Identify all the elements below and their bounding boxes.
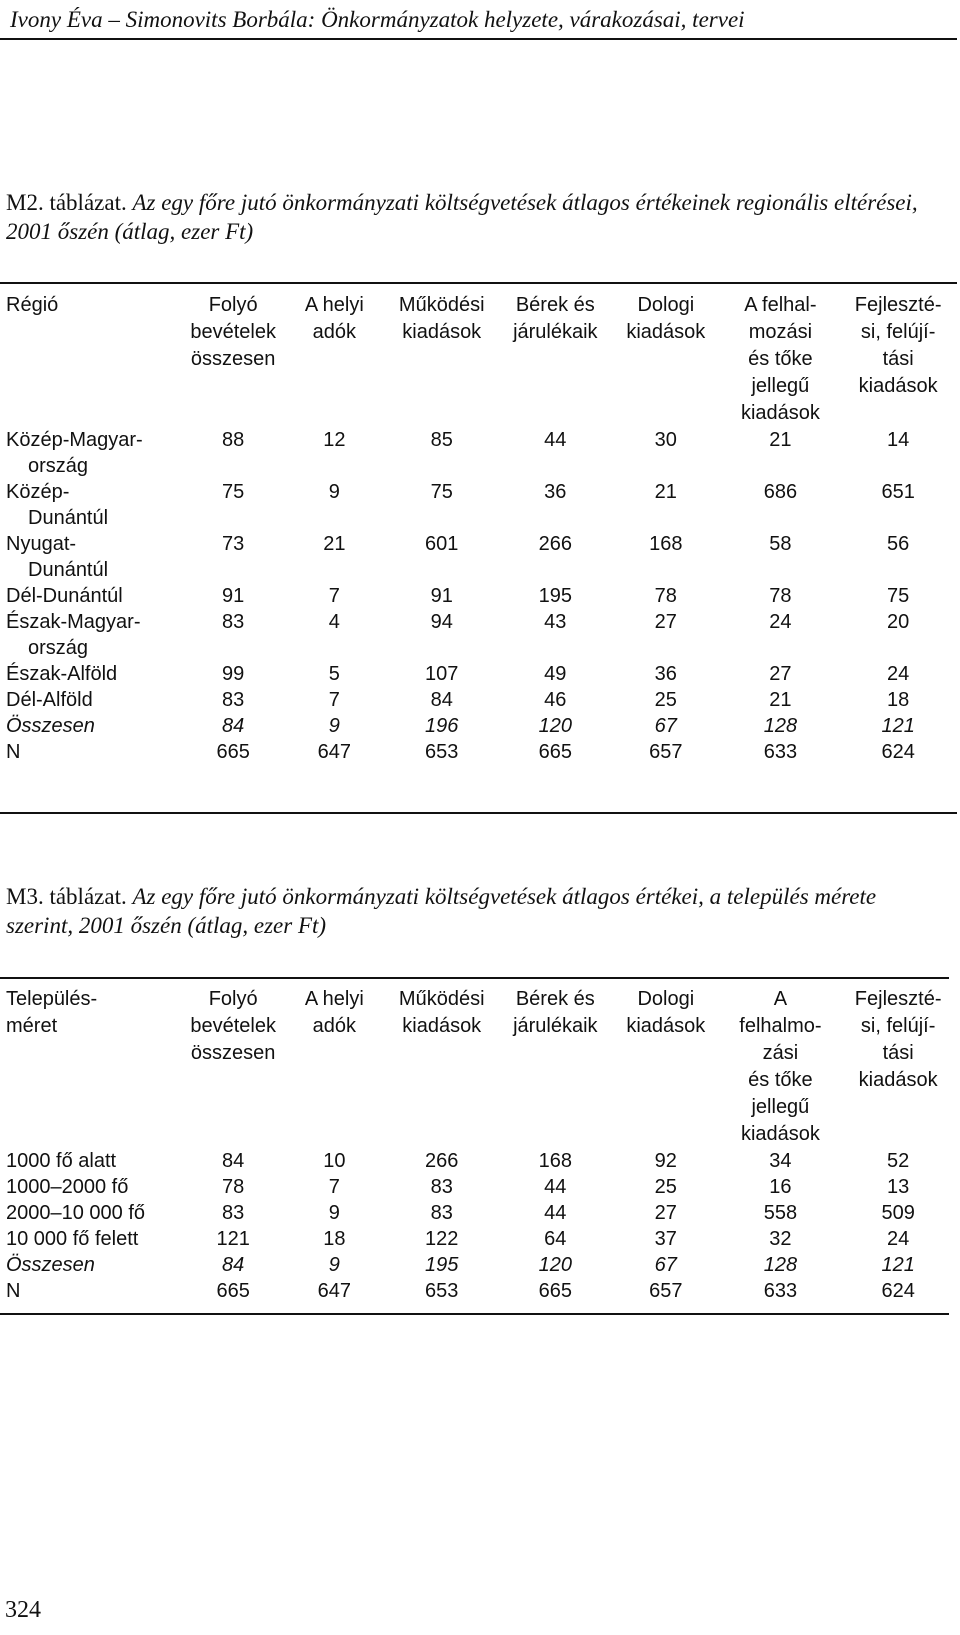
table2-row: [6, 1200, 956, 1226]
table1-cell-value: 85: [430, 429, 453, 451]
table2-cell-value: 34: [769, 1150, 792, 1172]
table2-cell-value: 665: [538, 1280, 572, 1302]
table1-row-label-text: N: [6, 741, 21, 763]
table1-cell-value: 43: [544, 611, 567, 633]
table1-cell-value: 657: [649, 741, 683, 763]
table1-cell-value: 24: [769, 611, 792, 633]
table2-cell-value: 83: [430, 1202, 453, 1224]
table1-row: [6, 713, 956, 739]
table2-cell-value: 27: [654, 1202, 677, 1224]
table2-cell-value: 84: [222, 1254, 245, 1276]
table2-cell-value: 647: [317, 1280, 352, 1302]
table1-cell-value: 27: [769, 663, 792, 685]
table1-col-header: Dologi kiadások: [626, 294, 706, 343]
table1-cell-value: 91: [222, 585, 245, 607]
table2-cell-value: 64: [544, 1228, 567, 1250]
table1-cell-value: 647: [317, 741, 352, 763]
table2-row-label-text: 1000 fő alatt: [6, 1150, 117, 1172]
table2-top-rule: [0, 977, 949, 979]
table1-cell-value: 36: [544, 481, 567, 503]
table1-cell-value: 94: [430, 611, 453, 633]
table1-cell-value: 91: [430, 585, 453, 607]
table2-cell-value: 122: [425, 1228, 459, 1250]
table2-cell-value: 37: [654, 1228, 677, 1250]
table1-cell-value: 36: [654, 663, 677, 685]
table2-bottom-rule: [0, 1313, 949, 1315]
table2-row-label-text: 10 000 fő felett: [6, 1228, 139, 1250]
table1-cell-value: 27: [654, 611, 677, 633]
table2-row-label: [6, 1200, 182, 1226]
table2-cell-value: 266: [425, 1150, 459, 1172]
table2-caption-title: Az egy főre jutó önkormányzati költségvetések átlagos értékei, a település mérete szerint, 2001 őszén (átlag, ezer Ft): [6, 884, 877, 938]
header-divider: [0, 38, 957, 40]
table1-row: [6, 427, 956, 479]
table1-cell-value: 49: [544, 663, 567, 685]
table1-cell-value: 4: [328, 611, 340, 633]
table1-cell-value: 44: [544, 429, 567, 451]
table2-cell-value: 558: [763, 1202, 798, 1224]
table1-cell-value: 99: [222, 663, 245, 685]
table2-row-label-text: 2000–10 000 fő: [6, 1202, 146, 1224]
table2-row: [6, 1252, 956, 1278]
table1-row-label: [6, 739, 182, 765]
table2-cell-value: 509: [881, 1202, 915, 1224]
table1-cell-value: 7: [328, 689, 340, 711]
table2-cell-value: 121: [881, 1254, 915, 1276]
table1-row-label-text: Nyugat-: [6, 533, 77, 555]
table1-row: [6, 687, 956, 713]
table1-cell-value: 58: [769, 533, 792, 555]
table2-caption-label: M3. táblázat.: [6, 884, 127, 909]
table1-cell-value: 75: [430, 481, 453, 503]
table2-cell-value: 78: [222, 1176, 245, 1198]
table1-row-label-text: Dél-Alföld: [6, 689, 93, 711]
table2-cell-value: 195: [425, 1254, 459, 1276]
table2-row-label: [6, 1252, 182, 1278]
table1-cell-value: 25: [654, 689, 677, 711]
table1-cell-value: 624: [881, 741, 915, 763]
table2-cell-value: 10: [323, 1150, 346, 1172]
page-number: 324: [5, 1597, 41, 1623]
table1-cell-value: 21: [654, 481, 677, 503]
table1-cell-value: 46: [544, 689, 567, 711]
table1-cell-value: 14: [887, 429, 910, 451]
table1-row-label: [6, 479, 182, 531]
table1-col-header: Régió: [6, 294, 59, 316]
table2-col-header: Folyó bevételek összesen: [190, 988, 276, 1064]
table1-cell-value: 21: [323, 533, 346, 555]
table2-header-row: [6, 986, 956, 1148]
table2-row: [6, 1226, 956, 1252]
table2-cell-value: 168: [538, 1150, 572, 1172]
table2-cell-value: 44: [544, 1202, 567, 1224]
table1-cell-value: 107: [425, 663, 459, 685]
table2-cell-value: 128: [763, 1254, 798, 1276]
table2-col-header: Település- méret: [6, 988, 98, 1037]
table1-col-header: Bérek és járulékaik: [513, 294, 598, 343]
table1-row-label-text: Összesen: [6, 715, 95, 737]
table1-cell-value: 24: [887, 663, 910, 685]
table1-cell-value: 83: [222, 689, 245, 711]
table1-cell-value: 665: [538, 741, 572, 763]
table2-cell-value: 121: [216, 1228, 250, 1250]
table1-col-header: Fejleszté- si, felújí- tási kiadások: [854, 294, 942, 397]
table1-col-header: Működési kiadások: [398, 294, 485, 343]
table2-row-label: [6, 1174, 182, 1200]
table2-cell-value: 83: [222, 1202, 245, 1224]
table2-cell-value: 67: [654, 1254, 677, 1276]
table1-cell-value: 195: [538, 585, 572, 607]
table1-cell-value: 20: [887, 611, 910, 633]
table2-cell-value: 32: [769, 1228, 792, 1250]
table1-row-label-continuation: Dunántúl: [28, 559, 109, 581]
table2-by-settlement-size: [6, 986, 956, 1304]
table1-row-label: [6, 531, 182, 583]
table1-row-label-text: Közép-: [6, 481, 70, 503]
table1-caption: [6, 188, 946, 246]
table2-col-header: A felhalmo- zási és tőke jellegű kiadások: [739, 988, 822, 1145]
table1-cell-value: 18: [887, 689, 910, 711]
table1-regional: [6, 292, 956, 765]
table1-row-label-continuation: ország: [28, 455, 89, 477]
table1-cell-value: 120: [538, 715, 572, 737]
table1-cell-value: 651: [881, 481, 915, 503]
table2-col-header: Fejleszté- si, felújí- tási kiadások: [854, 988, 942, 1091]
table2-row-label: [6, 1226, 182, 1252]
table2-row-label-text: Összesen: [6, 1254, 95, 1276]
table2-cell-value: 83: [430, 1176, 453, 1198]
table2-cell-value: 9: [328, 1202, 340, 1224]
table1-cell-value: 665: [216, 741, 250, 763]
table2-cell-value: 633: [763, 1280, 798, 1302]
table1-caption-label: M2. táblázat.: [6, 190, 127, 215]
table1-col-header: A helyi adók: [304, 294, 364, 343]
table2-col-header: A helyi adók: [304, 988, 364, 1037]
table1-cell-value: 7: [328, 585, 340, 607]
table1-cell-value: 78: [654, 585, 677, 607]
table2-cell-value: 16: [769, 1176, 792, 1198]
table1-col-header: Folyó bevételek összesen: [190, 294, 276, 370]
table1-row: [6, 661, 956, 687]
table1-row-label-continuation: Dunántúl: [28, 507, 109, 529]
table1-cell-value: 83: [222, 611, 245, 633]
table2-cell-value: 120: [538, 1254, 572, 1276]
table2-row-label: [6, 1278, 182, 1304]
table1-row: [6, 531, 956, 583]
table1-cell-value: 633: [763, 741, 798, 763]
table2-col-header: Dologi kiadások: [626, 988, 706, 1037]
table1-row-label: [6, 713, 182, 739]
table1-cell-value: 78: [769, 585, 792, 607]
table2-row: [6, 1148, 956, 1174]
table1-caption-title: Az egy főre jutó önkormányzati költségvetések átlagos értékeinek regionális eltérései, 2001 őszén (átlag, ezer Ft): [6, 190, 918, 244]
table1-cell-value: 30: [654, 429, 677, 451]
table1-cell-value: 88: [222, 429, 245, 451]
table1-top-rule: [0, 282, 957, 284]
table1-header-row: [6, 292, 956, 427]
table1-row-label-text: Észak-Magyar-: [6, 611, 141, 633]
table1-row-label-text: Észak-Alföld: [6, 663, 118, 685]
table1-row: [6, 609, 956, 661]
table2-cell-value: 52: [887, 1150, 910, 1172]
table2-cell-value: 665: [216, 1280, 250, 1302]
table1-cell-value: 266: [538, 533, 572, 555]
table1-row-label: [6, 609, 182, 661]
table1-cell-value: 67: [654, 715, 677, 737]
table2-col-header: Működési kiadások: [398, 988, 485, 1037]
table2-cell-value: 18: [323, 1228, 346, 1250]
table1-row: [6, 583, 956, 609]
table2-row: [6, 1174, 956, 1200]
table1-row-label: [6, 687, 182, 713]
table2-row: [6, 1278, 956, 1304]
table1-cell-value: 9: [328, 715, 340, 737]
table1-cell-value: 21: [769, 689, 792, 711]
table1-cell-value: 196: [425, 715, 459, 737]
table1-row-label-text: Dél-Dunántúl: [6, 585, 123, 607]
table1-row-label-continuation: ország: [28, 637, 89, 659]
table1-cell-value: 601: [425, 533, 459, 555]
table1-cell-value: 56: [887, 533, 910, 555]
table1-cell-value: 653: [425, 741, 459, 763]
table1-cell-value: 5: [328, 663, 340, 685]
table1-row: [6, 479, 956, 531]
table1-cell-value: 21: [769, 429, 792, 451]
table1-row-label: [6, 427, 182, 479]
table1-cell-value: 84: [222, 715, 245, 737]
table2-cell-value: 24: [887, 1228, 910, 1250]
table1-cell-value: 128: [763, 715, 798, 737]
table1-cell-value: 168: [649, 533, 683, 555]
table1-cell-value: 9: [328, 481, 340, 503]
table2-cell-value: 44: [544, 1176, 567, 1198]
table1-cell-value: 84: [430, 689, 453, 711]
table1-row: [6, 739, 956, 765]
running-header: Ivony Éva – Simonovits Borbála: Önkormányzatok helyzete, várakozásai, tervei: [10, 7, 745, 32]
table2-cell-value: 657: [649, 1280, 683, 1302]
table2-cell-value: 9: [328, 1254, 340, 1276]
table1-row-label: [6, 661, 182, 687]
table2-row-label-text: N: [6, 1280, 21, 1302]
table1-cell-value: 12: [323, 429, 346, 451]
table1-row-label-text: Közép-Magyar-: [6, 429, 143, 451]
table2-col-header: Bérek és járulékaik: [513, 988, 598, 1037]
table2-caption: [6, 882, 946, 940]
table2-cell-value: 624: [881, 1280, 915, 1302]
table2-cell-value: 84: [222, 1150, 245, 1172]
table2-cell-value: 13: [887, 1176, 910, 1198]
table1-cell-value: 75: [887, 585, 910, 607]
table1-bottom-rule: [0, 812, 957, 814]
table2-cell-value: 653: [425, 1280, 459, 1302]
table2-cell-value: 25: [654, 1176, 677, 1198]
table1-cell-value: 73: [222, 533, 245, 555]
table2-row-label-text: 1000–2000 fő: [6, 1176, 129, 1198]
table1-cell-value: 75: [222, 481, 245, 503]
table1-row-label: [6, 583, 182, 609]
table1-cell-value: 686: [763, 481, 798, 503]
table2-row-label: [6, 1148, 182, 1174]
table1-col-header: A felhal- mozási és tőke jellegű kiadások: [740, 294, 820, 424]
table2-cell-value: 7: [328, 1176, 340, 1198]
table1-cell-value: 121: [881, 715, 915, 737]
table2-cell-value: 92: [654, 1150, 677, 1172]
